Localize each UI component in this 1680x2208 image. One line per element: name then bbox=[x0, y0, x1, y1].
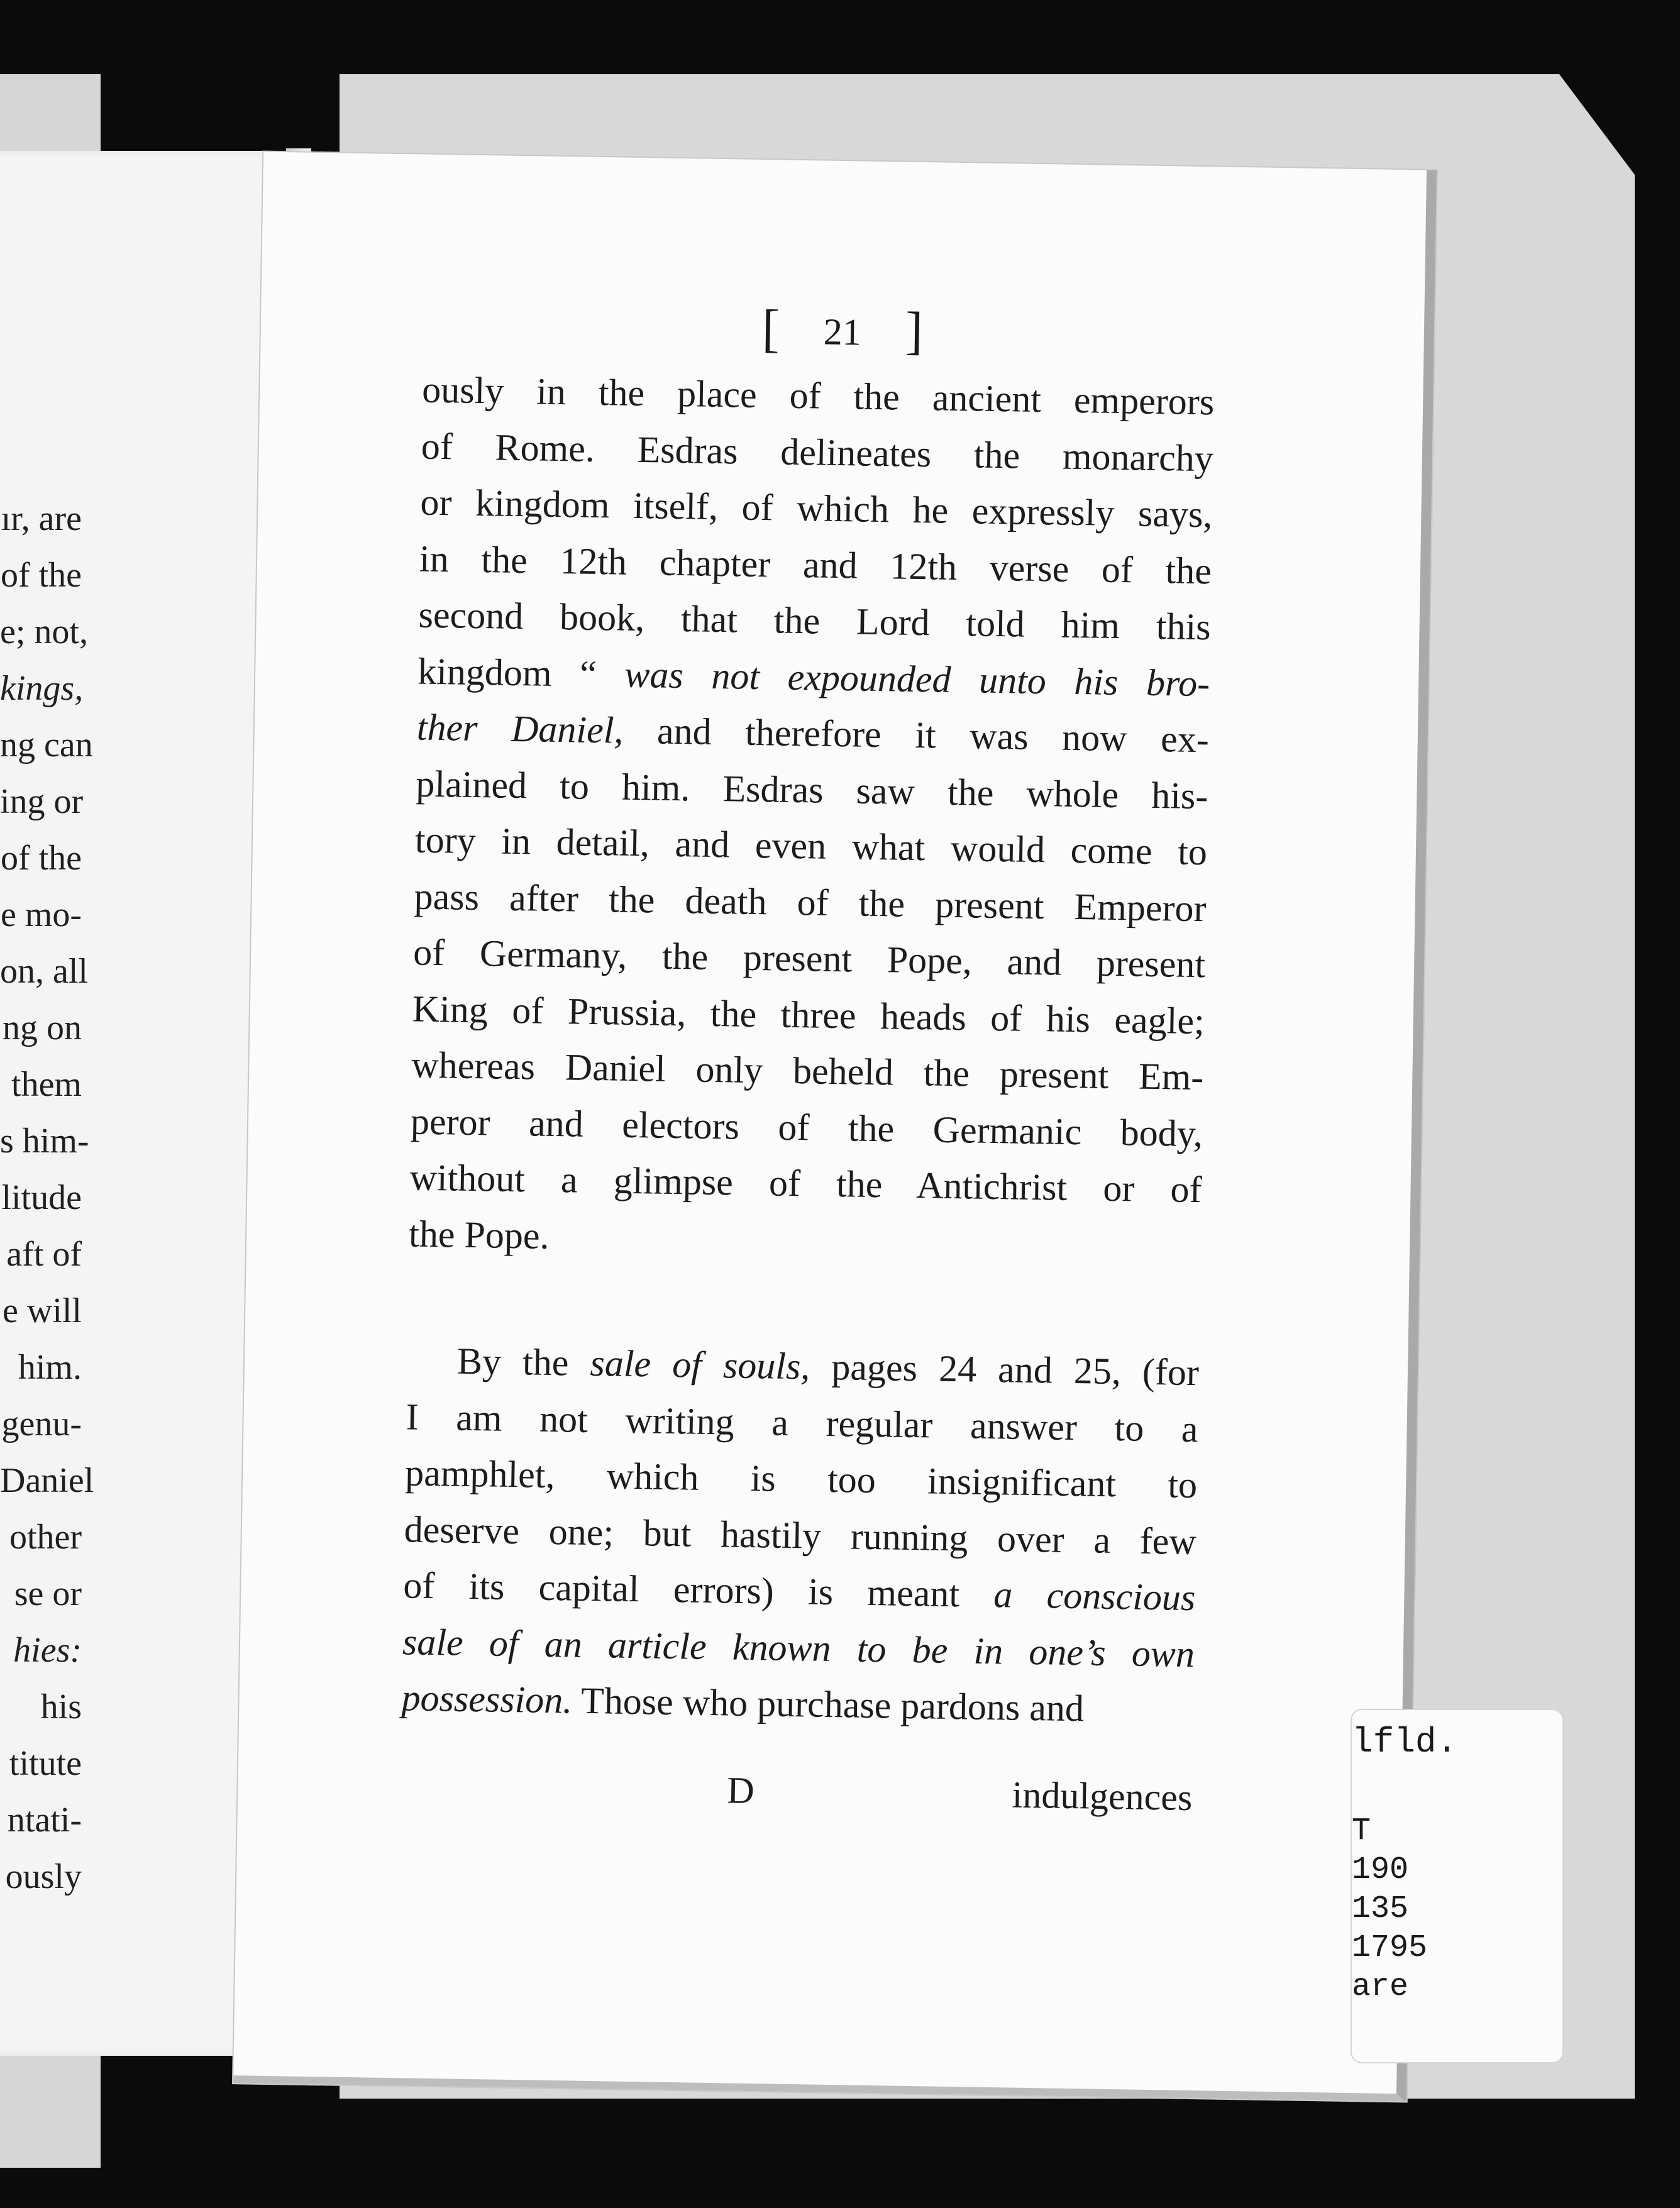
italic-text: was not expounded unto his bro- bbox=[624, 653, 1210, 704]
call-number bbox=[1352, 1723, 1457, 2007]
line-text: tory in detail, and even what would come to bbox=[414, 819, 1208, 873]
label-line: lfld. bbox=[1352, 1722, 1458, 1762]
left-text-line: of the bbox=[0, 556, 82, 595]
line-text: second book, that the Lord told him this bbox=[418, 593, 1212, 648]
left-text-line: aft of bbox=[6, 1235, 82, 1274]
line-text: and therefore it was now ex- bbox=[622, 709, 1210, 761]
body-text bbox=[401, 362, 1215, 1739]
left-text-line: ing or bbox=[0, 782, 84, 821]
left-text-line: them bbox=[11, 1065, 82, 1104]
line-text: without a glimpse of the Antichrist or of bbox=[409, 1156, 1203, 1211]
italic-text: a conscious bbox=[993, 1574, 1196, 1619]
bracket-close: ] bbox=[905, 301, 924, 361]
left-text-line: e; not, bbox=[0, 612, 88, 651]
left-text-line: e will bbox=[3, 1291, 82, 1330]
catalog-label bbox=[1352, 1710, 1562, 2062]
line-text: in the 12th chapter and 12th verse of the bbox=[419, 538, 1212, 592]
left-text-line: ously bbox=[5, 1857, 82, 1896]
line-text: of Germany, the present Pope, and present bbox=[412, 931, 1206, 986]
line-text: peror and electors of the Germanic body, bbox=[410, 1100, 1203, 1154]
page-footer bbox=[400, 1764, 1193, 1833]
left-text-line: him. bbox=[18, 1348, 82, 1387]
line-text: of its capital errors) is meant bbox=[402, 1564, 994, 1616]
line-text: or kingdom itself, of which he expressly says, bbox=[420, 481, 1213, 536]
left-text-line: ng on bbox=[3, 1008, 82, 1047]
label-line: 135 bbox=[1352, 1891, 1409, 1927]
left-text-line: s him- bbox=[0, 1122, 89, 1161]
left-text-line: kings, bbox=[0, 669, 84, 708]
left-text-line: hies: bbox=[13, 1631, 82, 1670]
left-text-line: e mo- bbox=[0, 895, 82, 934]
line-text: the Pope. bbox=[408, 1212, 550, 1257]
italic-text: sale of souls, bbox=[590, 1342, 810, 1388]
label-line: 1795 bbox=[1352, 1930, 1428, 1966]
left-text-line: ntati- bbox=[7, 1801, 82, 1840]
line-text: pass after the death of the present Emperor bbox=[414, 875, 1207, 929]
line-text: of Rome. Esdras delineates the monarchy bbox=[421, 425, 1214, 479]
label-line: are bbox=[1352, 1969, 1409, 2005]
page-number-value: 21 bbox=[823, 311, 862, 353]
left-text-line: on, all bbox=[0, 952, 88, 991]
catchword: indulgences bbox=[1012, 1774, 1193, 1819]
signature-mark: D bbox=[726, 1769, 755, 1812]
left-text-line: ır, are bbox=[1, 499, 82, 538]
line-text: King of Prussia, the three heads of his eagle; bbox=[412, 987, 1205, 1042]
left-text-line: genu- bbox=[1, 1405, 82, 1443]
line-text: By the bbox=[456, 1340, 591, 1384]
line-text: pamphlet, which is too insignificant to bbox=[404, 1452, 1198, 1506]
left-text-line: titute bbox=[9, 1744, 82, 1783]
label-line: 190 bbox=[1352, 1852, 1409, 1888]
line-text: I am not writing a regular answer to a bbox=[406, 1395, 1199, 1450]
main-page bbox=[233, 152, 1437, 2102]
line-text: ously in the place of the ancient emperors bbox=[421, 368, 1215, 423]
left-text-line: of the bbox=[0, 839, 82, 878]
left-text-line: other bbox=[9, 1518, 82, 1557]
left-text-line: litude bbox=[1, 1178, 82, 1217]
line-text: pages 24 and 25, (for bbox=[809, 1345, 1200, 1394]
left-text-line: Daniel bbox=[0, 1461, 94, 1500]
line-text: plained to him. Esdras saw the whole his- bbox=[415, 762, 1208, 817]
text-line bbox=[401, 1670, 1194, 1738]
left-page-text bbox=[0, 490, 94, 1905]
italic-text: sale of an article known to be in one’s own bbox=[402, 1620, 1195, 1675]
left-text-line: se or bbox=[14, 1574, 82, 1613]
left-text-line: his bbox=[40, 1687, 82, 1726]
line-text: deserve one; but hastily running over a few bbox=[404, 1508, 1197, 1562]
line-text: whereas Daniel only beheld the present Em- bbox=[411, 1044, 1204, 1098]
italic-text: possession. bbox=[401, 1677, 573, 1721]
left-text-line: ng can bbox=[0, 726, 93, 765]
bracket-open: [ bbox=[761, 299, 780, 358]
line-text: kingdom “ bbox=[417, 649, 625, 695]
italic-text: ther Daniel, bbox=[416, 706, 624, 751]
page-number bbox=[260, 290, 1424, 370]
line-text: Those who purchase pardons and bbox=[572, 1679, 1085, 1730]
label-line: T bbox=[1352, 1813, 1371, 1849]
